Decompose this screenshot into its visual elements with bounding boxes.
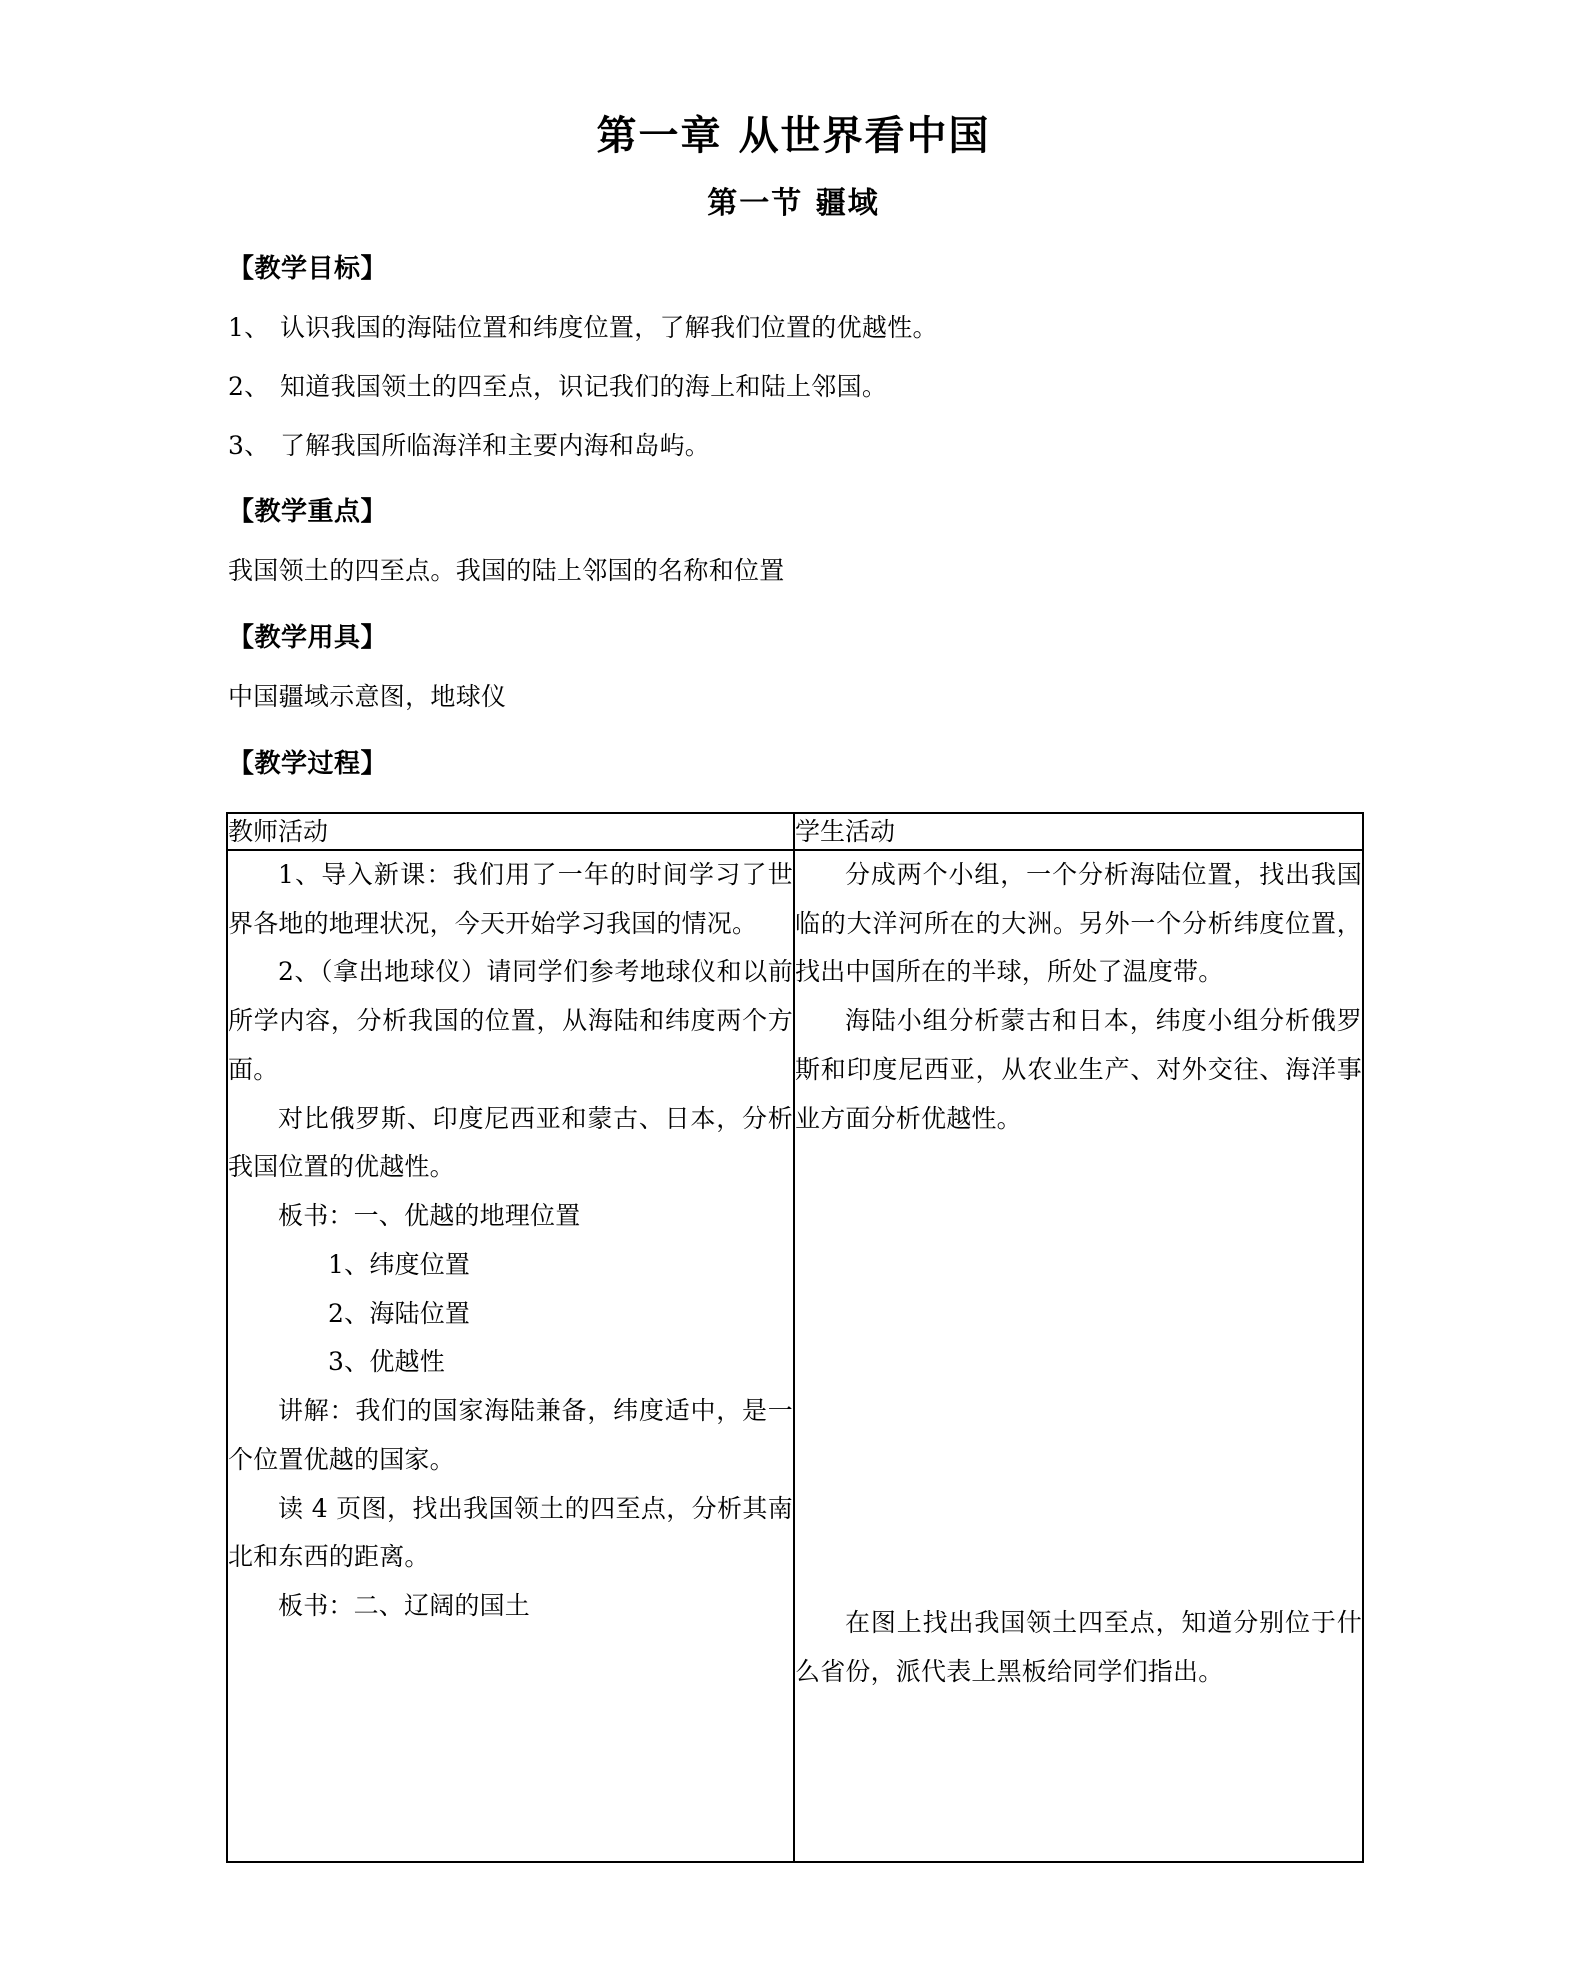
student-para-1: 分成两个小组，一个分析海陆位置，找出我国临的大洋河所在的大洲。另外一个分析纬度位置，找出中国所在的半球，所处了温度带。: [795, 859, 1362, 987]
objective-item-3-number: 3、: [228, 430, 270, 460]
student-activity-cell: [794, 850, 1363, 1862]
objective-item-1: [228, 289, 1362, 348]
teacher-activity-cell: [227, 850, 794, 1862]
objectives-heading: 【教学目标】: [228, 254, 388, 284]
objective-item-2: [228, 348, 1362, 407]
teacher-list-item-1-number: 1、: [328, 1249, 370, 1279]
objective-item-2-text: 知道我国领土的四至点，识记我们的海上和陆上邻国。: [280, 371, 888, 401]
teacher-para-7: 板书：二、辽阔的国土: [278, 1591, 531, 1620]
teacher-list-item-3: [228, 1338, 793, 1387]
teacher-para-4: 板书：一、优越的地理位置: [278, 1201, 581, 1230]
teacher-para-2: 2、（拿出地球仪）请同学们参考地球仪和以前所学内容，分析我国的位置，从海陆和纬度两个方面。: [228, 957, 793, 1084]
tools-heading: 【教学用具】: [228, 623, 388, 653]
teacher-list-item-3-text: 优越性: [369, 1347, 445, 1377]
process-table: [226, 812, 1364, 1863]
column-header-teacher: 教师活动: [227, 813, 794, 850]
table-body-row: [227, 850, 1363, 1862]
teacher-para-6: 读 4 页图，找出我国领土的四至点，分析其南北和东西的距离。: [228, 1493, 793, 1572]
student-cell-spacer-2: [795, 1323, 1362, 1503]
teacher-list-item-3-number: 3、: [328, 1347, 370, 1377]
process-table-wrapper: [0, 812, 1587, 1863]
teacher-para-3: 对比俄罗斯、印度尼西亚和蒙古、日本，分析我国位置的优越性。: [228, 1103, 793, 1182]
key-points-heading: 【教学重点】: [228, 497, 388, 528]
student-para-3: 在图上找出我国领土四至点，知道分别位于什么省份，派代表上黑板给同学们指出。: [795, 1608, 1362, 1686]
teacher-list-item-2-text: 海陆位置: [369, 1298, 471, 1328]
objective-item-3-text: 了解我国所临海洋和主要内海和岛屿。: [280, 430, 711, 460]
key-points-text: 我国领土的四至点。我国的陆上邻国的名称和位置: [228, 556, 785, 586]
student-para-2: 海陆小组分析蒙古和日本，纬度小组分析俄罗斯和印度尼西亚，从农业生产、对外交往、海洋事业方面分析优越性。: [795, 1006, 1362, 1133]
tools-text: 中国疆域示意图，地球仪: [228, 682, 507, 711]
objective-item-3: [228, 407, 1362, 466]
objective-item-1-number: 1、: [228, 313, 270, 342]
student-cell-spacer-1: [795, 1143, 1362, 1323]
teacher-list-item-1-text: 纬度位置: [369, 1249, 471, 1279]
document-body: [0, 222, 1587, 784]
teacher-list-item-1: [228, 1241, 793, 1290]
document-subtitle: 第一节 疆域: [707, 186, 880, 221]
teacher-list-item-2: [228, 1290, 793, 1339]
column-header-student: 学生活动: [794, 813, 1363, 850]
teacher-para-1: 1、导入新课：我们用了一年的时间学习了世界各地的地理状况，今天开始学习我国的情况。: [228, 859, 793, 938]
teacher-list-item-2-number: 2、: [328, 1298, 370, 1328]
objective-item-2-number: 2、: [228, 371, 270, 401]
student-cell-spacer-3: [795, 1503, 1362, 1599]
objective-item-1-text: 认识我国的海陆位置和纬度位置，了解我们位置的优越性。: [280, 313, 938, 342]
table-header-row: [227, 813, 1363, 850]
document-title: 第一章 从世界看中国: [596, 112, 991, 159]
teacher-para-5: 讲解：我们的国家海陆兼备，纬度适中，是一个位置优越的国家。: [228, 1396, 793, 1474]
process-heading: 【教学过程】: [228, 748, 388, 779]
